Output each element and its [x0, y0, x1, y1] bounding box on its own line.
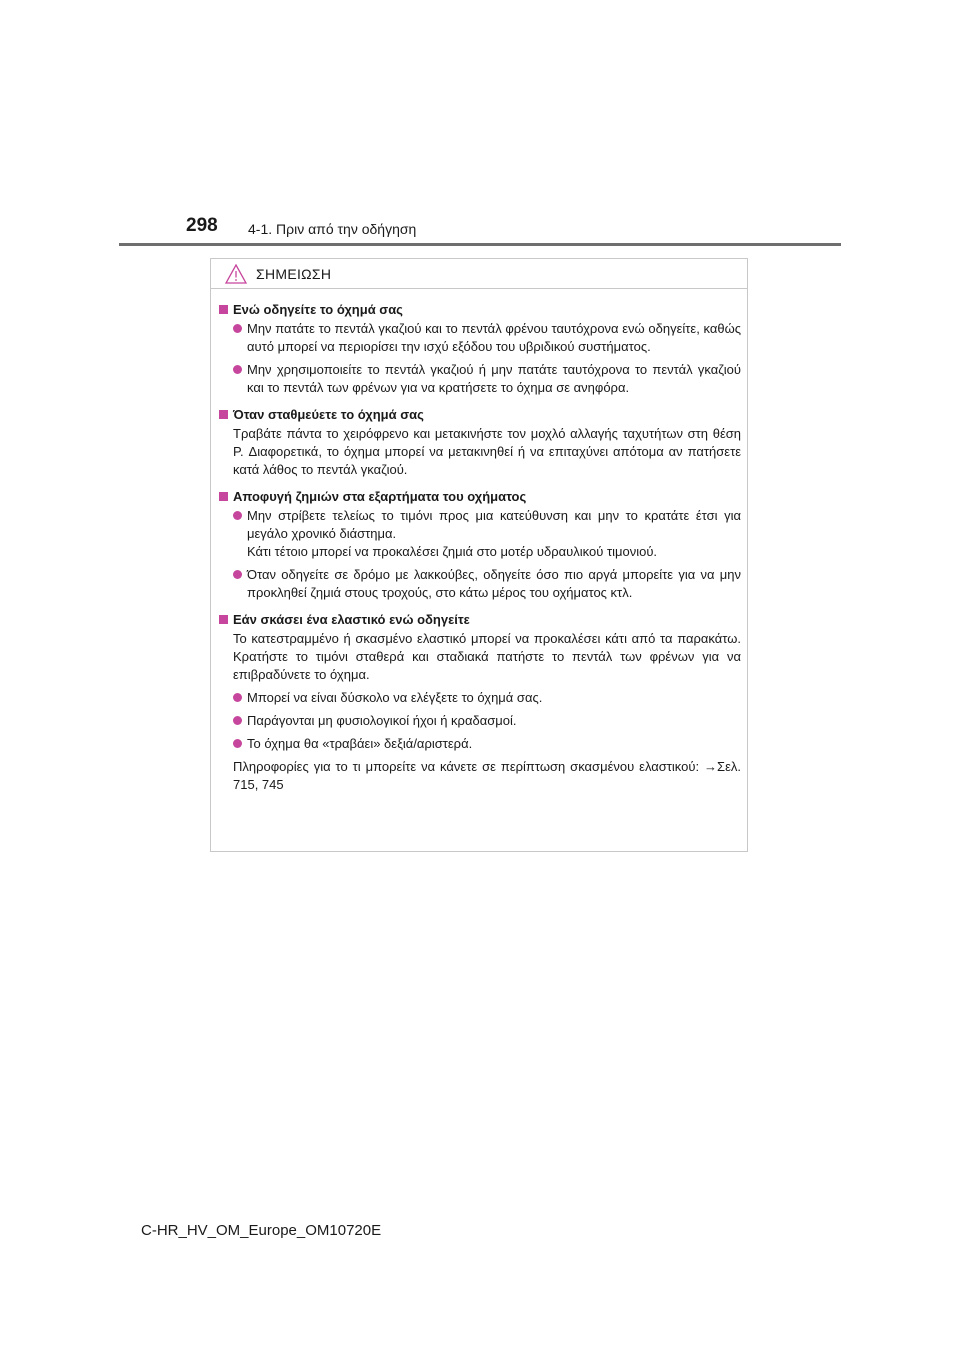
notice-section — [219, 406, 741, 479]
notice-header — [211, 259, 747, 289]
notice-section — [219, 488, 741, 602]
section-heading: Αποφυγή ζημιών στα εξαρτήματα του οχήματος — [233, 489, 527, 504]
section-title: 4-1. Πριν από την οδήγηση — [248, 221, 417, 237]
dot-icon — [233, 570, 242, 579]
dot-icon — [233, 716, 242, 725]
dot-icon — [233, 693, 242, 702]
list-item-text: Όταν οδηγείτε σε δρόμο με λακκούβες, οδηγείτε όσο πιο αργά μπορείτε για να μην προκληθεί ζημιά στους τροχούς, στο κάτω μέρος του οχήματος κτλ. — [247, 567, 741, 600]
dot-icon — [233, 511, 242, 520]
list-item-text: Το όχημα θα «τραβάει» δεξιά/αριστερά. — [247, 736, 473, 751]
list-item-text: Μπορεί να είναι δύσκολο να ελέγξετε το όχημά σας. — [247, 690, 543, 705]
list-item — [233, 712, 741, 730]
dot-icon — [233, 739, 242, 748]
header-divider — [119, 243, 841, 246]
section-heading: Ενώ οδηγείτε το όχημά σας — [233, 302, 403, 317]
list-item-text: Μην χρησιμοποιείτε το πεντάλ γκαζιού ή μην πατάτε ταυτόχρονα το πεντάλ γκαζιού και το πεντάλ των φρένων για να κρατήσετε το όχημα σε ανηφόρα. — [247, 362, 741, 395]
list-item — [233, 566, 741, 602]
document-id: C-HR_HV_OM_Europe_OM10720E — [141, 1222, 382, 1239]
list-item-text: Παράγονται μη φυσιολογικοί ήχοι ή κραδασμοί. — [247, 713, 517, 728]
list-item — [233, 320, 741, 356]
section-heading: Όταν σταθμεύετε το όχημά σας — [233, 407, 424, 422]
square-icon — [219, 492, 228, 501]
warning-triangle-icon — [225, 264, 247, 284]
section-heading: Εάν σκάσει ένα ελαστικό ενώ οδηγείτε — [233, 612, 470, 627]
notice-box — [210, 258, 748, 852]
notice-section — [219, 301, 741, 397]
list-item — [233, 507, 741, 561]
list-item — [233, 361, 741, 397]
dot-icon — [233, 365, 242, 374]
list-item-text: Μην στρίβετε τελείως το τιμόνι προς μια κατεύθυνση και μην το κρατάτε έτσι για μεγάλο χρονικό διάστημα. — [247, 508, 741, 541]
list-item-text: Μην πατάτε το πεντάλ γκαζιού και το πεντάλ φρένου ταυτόχρονα ενώ οδηγείτε, καθώς αυτό μπορεί να περιορίσει την ισχύ εξόδου του υβριδικού συστήματος. — [247, 321, 741, 354]
list-item — [233, 735, 741, 753]
square-icon — [219, 615, 228, 624]
list-item — [233, 689, 741, 707]
square-icon — [219, 305, 228, 314]
section-paragraph: Τραβάτε πάντα το χειρόφρενο και μετακινήστε τον μοχλό αλλαγής ταχυτήτων στη θέση P. Διαφορετικά, το όχημα μπορεί να μετακινηθεί ή να επιταχύνει απότομα αν πατήσετε κατά λάθος το πεντάλ γκαζιού. — [233, 426, 741, 477]
notice-body — [211, 289, 747, 794]
page-reference[interactable]: Πληροφορίες για το τι μπορείτε να κάνετε σε περίπτωση σκασμένου ελαστικού: →Σελ. 715, 745 — [233, 759, 741, 792]
section-paragraph: Το κατεστραμμένο ή σκασμένο ελαστικό μπορεί να προκαλέσει κάτι από τα παρακάτω. Κρατήστε το τιμόνι σταθερά και σταδιακά πατήστε το πεντάλ των φρένων για να επιβραδύνετε το όχημα. — [233, 631, 741, 682]
square-icon — [219, 410, 228, 419]
list-item-note: Κάτι τέτοιο μπορεί να προκαλέσει ζημιά στο μοτέρ υδραυλικού τιμονιού. — [247, 544, 658, 559]
notice-label: ΣΗΜΕΙΩΣΗ — [256, 265, 332, 282]
page-number: 298 — [186, 215, 218, 236]
dot-icon — [233, 324, 242, 333]
notice-section — [219, 611, 741, 794]
